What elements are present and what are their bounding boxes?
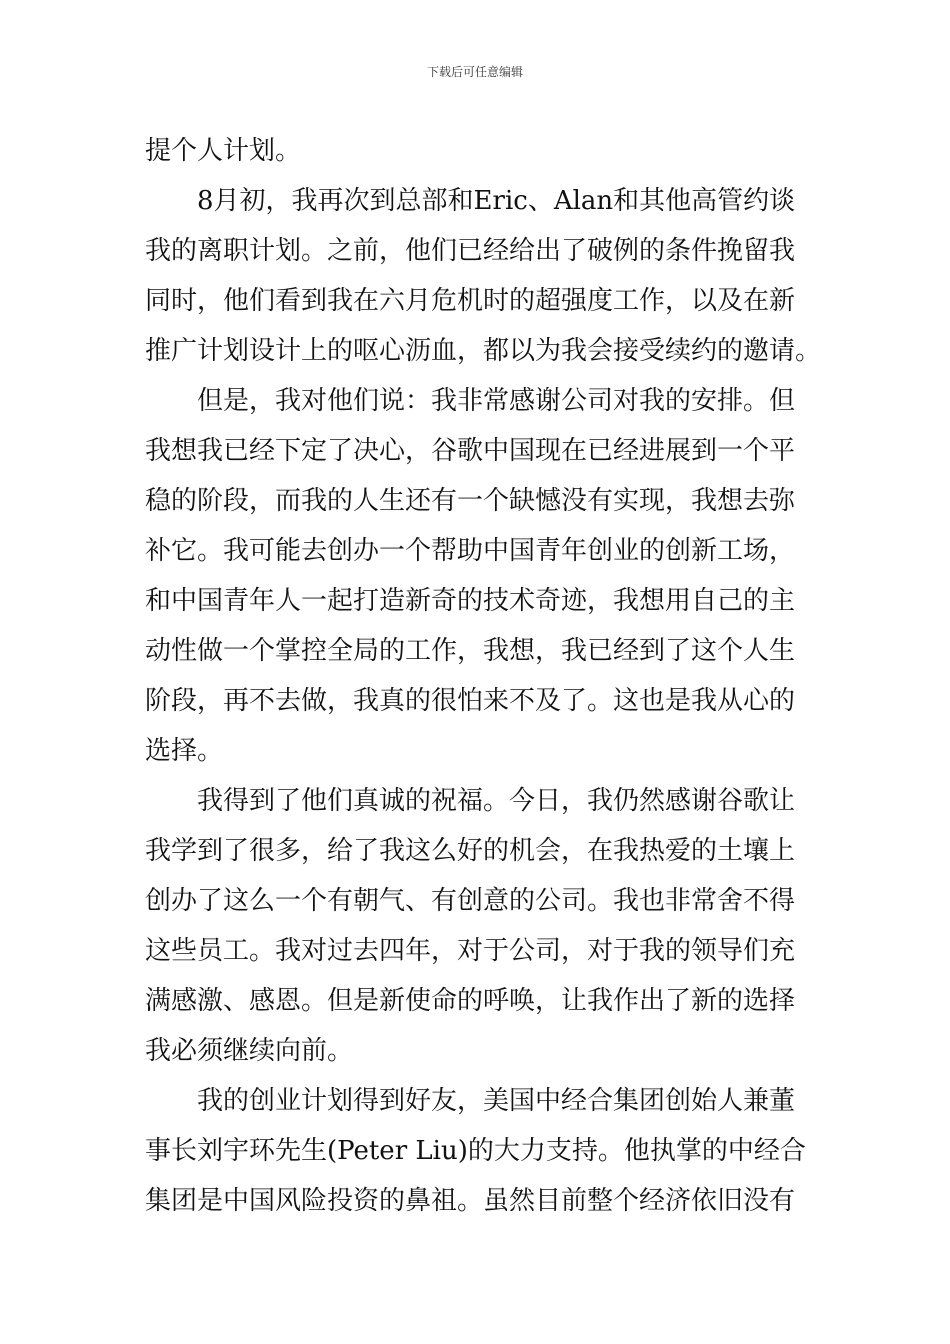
text-line: 阶段，再不去做，我真的很怕来不及了。这也是我从心的 [145, 686, 796, 716]
text-line: 同时，他们看到我在六月危机时的超强度工作，以及在新 [145, 286, 796, 316]
text-line: 我的离职计划。之前，他们已经给出了破例的条件挽留我 [145, 236, 796, 266]
document-body [145, 126, 822, 1226]
text-line: 提个人计划。 [145, 136, 302, 166]
text-line: 我必须继续向前。 [145, 1036, 354, 1066]
paragraph-first-line: 但是，我对他们说：我非常感谢公司对我的安排。但 [197, 386, 796, 416]
text-line: 动性做一个掌控全局的工作，我想，我已经到了这个人生 [145, 636, 796, 666]
text-line: 稳的阶段，而我的人生还有一个缺憾没有实现，我想去弥 [145, 486, 796, 516]
text-line: 集团是中国风险投资的鼻祖。虽然目前整个经济依旧没有 [145, 1186, 796, 1216]
text-line: 和中国青年人一起打造新奇的技术奇迹，我想用自己的主 [145, 586, 796, 616]
paragraph-first-line: 我的创业计划得到好友，美国中经合集团创始人兼董 [197, 1086, 796, 1116]
text-line: 我想我已经下定了决心，谷歌中国现在已经进展到一个平 [145, 436, 796, 466]
text-line: 推广计划设计上的呕心沥血，都以为我会接受续约的邀请。 [145, 336, 822, 366]
paragraph-first-line: 我得到了他们真诚的祝福。今日，我仍然感谢谷歌让 [197, 786, 796, 816]
page-header: 下载后可任意编辑 [426, 65, 523, 79]
text-line: 我学到了很多，给了我这么好的机会，在我热爱的土壤上 [145, 836, 796, 866]
paragraph-first-line: 8月初，我再次到总部和Eric、Alan和其他高管约谈 [197, 186, 796, 216]
text-line: 事长刘宇环先生(Peter Liu)的大力支持。他执掌的中经合 [145, 1136, 806, 1166]
text-line: 选择。 [145, 736, 224, 766]
text-line: 创办了这么一个有朝气、有创意的公司。我也非常舍不得 [145, 886, 796, 916]
text-line: 补它。我可能去创办一个帮助中国青年创业的创新工场， [145, 536, 796, 566]
text-line: 满感激、感恩。但是新使命的呼唤，让我作出了新的选择 [145, 986, 796, 1016]
text-line: 这些员工。我对过去四年，对于公司，对于我的领导们充 [145, 936, 796, 966]
